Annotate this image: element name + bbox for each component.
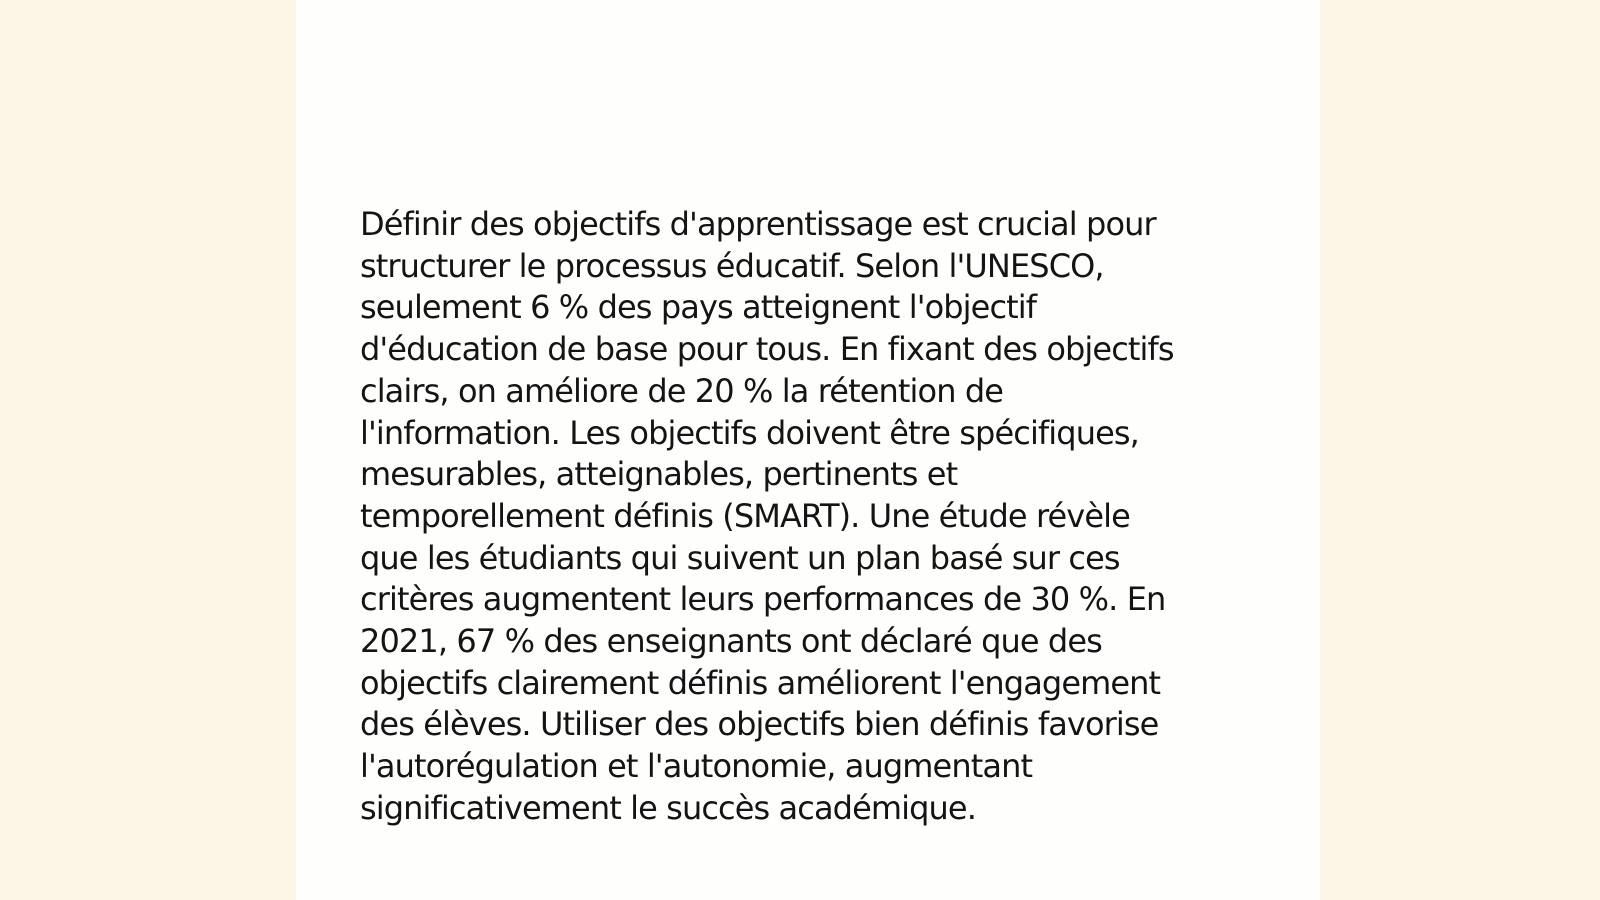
paragraph-line: d'éducation de base pour tous. En fixant des objectifs bbox=[360, 330, 1174, 369]
paragraph-line: 2021, 67 % des enseignants ont déclaré que des bbox=[360, 622, 1102, 661]
body-paragraph bbox=[360, 204, 1240, 830]
paragraph-line: temporellement définis (SMART). Une étude révèle bbox=[360, 496, 1130, 535]
paragraph-line: des élèves. Utiliser des objectifs bien définis favorise bbox=[360, 705, 1159, 744]
paragraph-line: l'autorégulation et l'autonomie, augmentant bbox=[360, 747, 1033, 786]
paragraph-line: mesurables, atteignables, pertinents et bbox=[360, 455, 958, 494]
paragraph-line: objectifs clairement définis améliorent l'engagement bbox=[360, 663, 1161, 702]
paragraph-line: critères augmentent leurs performances de 30 %. En bbox=[360, 580, 1166, 619]
paragraph-line: l'information. Les objectifs doivent être spécifiques, bbox=[360, 413, 1139, 452]
paragraph-line: que les étudiants qui suivent un plan basé sur ces bbox=[360, 538, 1120, 577]
paragraph-line: clairs, on améliore de 20 % la rétention de bbox=[360, 371, 1004, 410]
paragraph-line: structurer le processus éducatif. Selon l'UNESCO, bbox=[360, 246, 1104, 285]
paragraph-line: seulement 6 % des pays atteignent l'objectif bbox=[360, 288, 1037, 327]
paragraph-line: significativement le succès académique. bbox=[360, 788, 976, 827]
document-page bbox=[296, 0, 1320, 900]
paragraph-line: Définir des objectifs d'apprentissage est crucial pour bbox=[360, 205, 1156, 243]
